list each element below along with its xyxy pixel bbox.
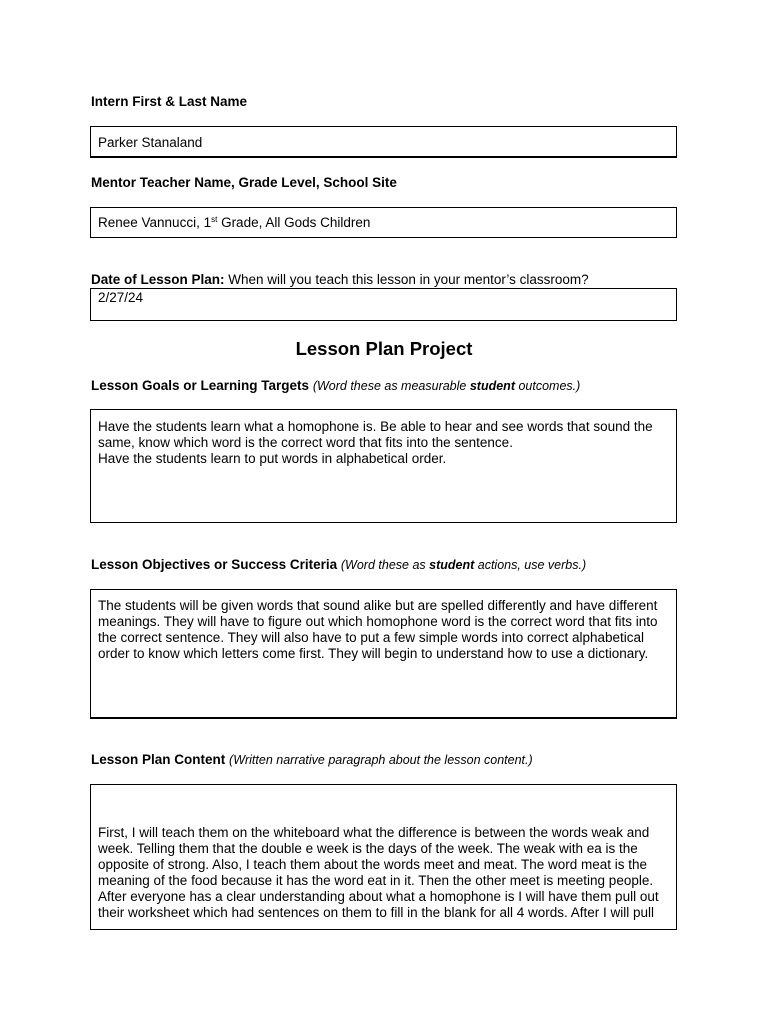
lesson-date-prompt: When will you teach this lesson in your mentor’s classroom?	[224, 272, 589, 287]
lesson-date-value: 2/27/24	[98, 290, 144, 305]
objectives-note-emphasis: student	[429, 558, 475, 572]
goals-note-prefix: (Word these as measurable	[312, 379, 470, 393]
objectives-label-text: Lesson Objectives or Success Criteria	[91, 557, 338, 572]
lesson-date-field[interactable]	[90, 288, 677, 321]
page-title: Lesson Plan Project	[295, 338, 473, 359]
content-label	[91, 752, 533, 768]
objectives-note-prefix: (Word these as	[340, 558, 430, 572]
mentor-info-sup: st	[211, 215, 218, 224]
content-label-text: Lesson Plan Content	[91, 752, 226, 767]
goals-note	[313, 379, 580, 393]
intern-name-label: Intern First & Last Name	[91, 94, 248, 109]
goals-line-1: Have the students learn what a homophone is. Be able to hear and see words that sound the same, know which word is the correct word that fits into the sentence.	[98, 419, 653, 450]
lesson-date-label-text: Date of Lesson Plan:	[91, 272, 225, 287]
mentor-info-prefix: Renee Vannucci, 1	[98, 215, 212, 230]
goals-note-emphasis: student	[469, 379, 515, 393]
mentor-info-field[interactable]	[90, 207, 677, 238]
intern-name-value: Parker Stanaland	[98, 135, 203, 150]
intern-name-field[interactable]	[90, 126, 677, 158]
objectives-field[interactable]	[90, 589, 677, 719]
content-note: (Written narrative paragraph about the lesson content.)	[229, 753, 533, 767]
mentor-info-suffix: Grade, All Gods Children	[217, 215, 371, 230]
goals-note-suffix: outcomes.)	[514, 379, 581, 393]
objectives-note-suffix: actions, use verbs.)	[474, 558, 587, 572]
goals-label-text: Lesson Goals or Learning Targets	[91, 378, 310, 393]
objectives-text: The students will be given words that sound alike but are spelled differently and have different meanings. They will have to figure out which homophone word is the correct word that fits into the correct sentence. They will also have to put a few simple words into correct alphabetical order to know which letters come first. They will begin to understand how to use a dictionary.	[98, 598, 658, 661]
goals-field[interactable]	[90, 409, 677, 523]
objectives-note	[341, 558, 586, 572]
content-text: First, I will teach them on the whiteboard what the difference is between the words weak and week. Telling them that the double e week is the days of the week. The weak with ea is the opposite of strong. Also, I teach them about the words meet and meat. The word meat is the meaning of the food because it has the word eat in it. Then the other meet is meeting people. After everyone has a clear understanding about what a homophone is I will have them pull out their worksheet which had sentences on them to fill in the blank for all 4 words. After I will pull	[98, 825, 659, 920]
goals-line-2: Have the students learn to put words in alphabetical order.	[98, 451, 447, 466]
content-field[interactable]	[90, 784, 677, 930]
mentor-info-label: Mentor Teacher Name, Grade Level, School Site	[91, 175, 397, 190]
objectives-label	[91, 557, 586, 573]
goals-label	[91, 378, 580, 394]
lesson-date-label	[91, 272, 589, 288]
